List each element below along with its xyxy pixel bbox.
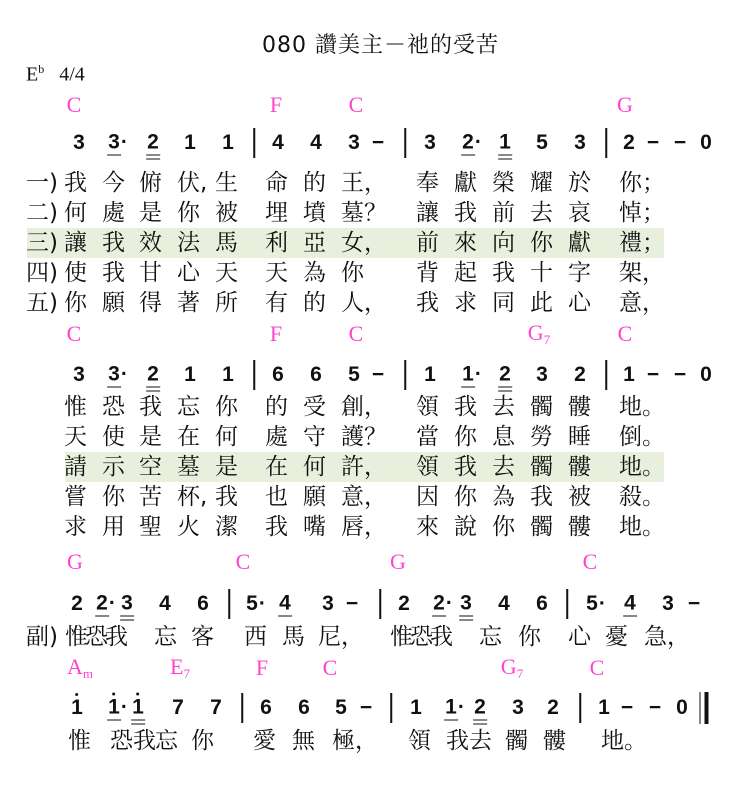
lyric-syllable: 無 <box>292 728 315 754</box>
lyric-syllable: 處 <box>265 424 288 450</box>
lyric-syllable: 殺。 <box>619 484 665 510</box>
lyric-syllable: 愛 <box>253 728 276 754</box>
lyric-syllable: 我 <box>454 394 477 420</box>
note: 1 <box>184 131 196 154</box>
lyric-syllable: 你 <box>177 200 200 226</box>
note: 1 <box>222 131 234 154</box>
lyric-syllable: 願 <box>303 484 326 510</box>
lyric-syllable: 起 <box>454 260 477 286</box>
song-title: 080 讚美主－祂的受苦 <box>262 33 499 58</box>
lyric-syllable: 奉 <box>416 170 439 196</box>
chord-suffix: m <box>82 666 94 681</box>
lyric-syllable: 我 <box>102 230 125 256</box>
note-extension-dash: − <box>648 696 662 719</box>
lyric-syllable: 法 <box>177 230 200 256</box>
note: 2 <box>71 592 83 615</box>
lyric-syllable: 睡 <box>568 424 591 450</box>
lyric-syllable: 來 <box>416 514 439 540</box>
lyric-syllable: 髏 <box>568 514 591 540</box>
augmentation-dot: · <box>474 362 482 386</box>
barline <box>605 360 607 390</box>
augmentation-dot: · <box>474 130 482 154</box>
note: 1 · <box>108 695 128 719</box>
lyric-syllable: 甘 <box>139 260 162 286</box>
note: 3 <box>662 592 674 615</box>
note-extension-dash: − <box>371 131 385 154</box>
chord-symbol: C <box>617 321 633 346</box>
barline <box>566 589 568 619</box>
chord-suffix: 7 <box>543 332 551 347</box>
note: 2 <box>547 696 559 719</box>
note: 2 <box>499 362 511 386</box>
lyric-syllable: 心 <box>568 624 591 650</box>
lyric-syllable: 得 <box>139 290 162 316</box>
lyric-syllable: 利 <box>265 230 288 256</box>
lyric-syllable: 使 <box>64 260 87 286</box>
lyric-syllable: 於 <box>568 170 591 196</box>
note: 2 <box>147 130 159 154</box>
note: 6 <box>536 592 548 615</box>
lyric-syllable: 嘗 <box>64 484 87 510</box>
note: 2 <box>474 695 486 719</box>
lyric-syllable: 墳 <box>303 200 326 226</box>
lyric-syllable: 所 <box>215 290 238 316</box>
lyric-syllable: 領 <box>416 394 439 420</box>
chord-symbol: C <box>66 92 82 117</box>
lyric-syllable: 領 <box>408 728 431 754</box>
note: 1 <box>598 696 610 719</box>
lyric-syllable: 埋 <box>265 200 288 226</box>
lyric-syllable: 你 <box>341 260 364 286</box>
lyric-syllable: 女， <box>341 230 387 256</box>
note: 6 <box>310 363 322 386</box>
lyric-syllable: 忘 <box>479 624 502 650</box>
lyric-syllable: 字 <box>568 260 591 286</box>
note: 1 <box>71 696 83 719</box>
lyric-syllable: 禮； <box>619 230 665 256</box>
lyric-syllable: 前 <box>492 200 515 226</box>
verse-label: 五) <box>26 290 58 316</box>
rest: 0 <box>676 696 688 719</box>
note: 3 · <box>108 130 128 154</box>
note: 4 <box>498 592 510 615</box>
lyric-syllable: 的 <box>265 394 288 420</box>
note: 3 · <box>108 362 128 386</box>
note-extension-dash: − <box>359 696 373 719</box>
lyric-syllable: 哀 <box>568 200 591 226</box>
time-signature: 4/4 <box>59 63 85 86</box>
note: 3 <box>424 131 436 154</box>
note: 7 <box>210 696 222 719</box>
note: 5 · <box>586 592 606 615</box>
note: 1 <box>499 130 511 154</box>
note-extension-dash: − <box>620 696 634 719</box>
lyric-syllable: 使 <box>102 424 125 450</box>
lyric-syllable: 忘 <box>155 728 178 754</box>
lyric-syllable: 息 <box>492 424 515 450</box>
lyric-syllable: 生 <box>215 170 238 196</box>
lyric-syllable: 我 <box>454 454 477 480</box>
note: 6 <box>197 592 209 615</box>
lyric-syllable: 在 <box>265 454 288 480</box>
lyric-syllable: 亞 <box>303 230 326 256</box>
lyric-syllable: 也 <box>265 484 288 510</box>
note: 5 <box>348 363 360 386</box>
note: 3 <box>121 591 133 615</box>
lyric-syllable: 地。 <box>601 728 647 754</box>
note: 3 <box>512 696 524 719</box>
note-extension-dash: − <box>345 592 359 615</box>
note: 3 <box>460 591 472 615</box>
note-extension-dash: − <box>646 131 660 154</box>
barline <box>404 360 406 390</box>
lyric-syllable: 天 <box>215 260 238 286</box>
lyric-syllable: 你； <box>619 170 665 196</box>
note-extension-dash: − <box>371 363 385 386</box>
lyric-syllable: 意， <box>619 290 665 316</box>
chord-symbol: F <box>269 92 283 117</box>
lyric-syllable: 請 <box>64 454 87 480</box>
lyric-syllable: 你 <box>530 230 553 256</box>
lyric-syllable: 潔 <box>215 514 238 540</box>
lyric-syllable: 苦 <box>139 484 162 510</box>
lyric-syllable: 西 <box>244 624 267 650</box>
lyric-syllable: 唇， <box>341 514 387 540</box>
note: 4 <box>310 131 322 154</box>
lyric-syllable: 向 <box>492 230 515 256</box>
note: 1 <box>424 363 436 386</box>
lyric-syllable: 前 <box>416 230 439 256</box>
lyric-syllable: 去 <box>492 454 515 480</box>
lyric-syllable: 你 <box>454 424 477 450</box>
key-signature <box>26 62 85 87</box>
augmentation-dot: · <box>445 591 453 615</box>
lyric-syllable: 何 <box>215 424 238 450</box>
chord-symbol: C <box>348 92 364 117</box>
augmentation-dot: · <box>120 130 128 154</box>
key-accidental: b <box>38 62 45 76</box>
verse-label: 二) <box>26 200 58 226</box>
lyric-syllable: 今 <box>102 170 125 196</box>
lyric-syllable: 恐我 <box>110 728 156 754</box>
chord-symbol: C <box>348 321 364 346</box>
chord-symbol: C <box>589 655 605 680</box>
lyric-syllable: 地。 <box>619 454 665 480</box>
note: 5 <box>536 131 548 154</box>
lyric-syllable: 我去 <box>446 728 492 754</box>
note: 3 <box>73 131 85 154</box>
lyric-syllable: 伏, <box>177 170 208 196</box>
augmentation-dot: · <box>108 591 116 615</box>
lyric-syllable: 為 <box>303 260 326 286</box>
lyric-syllable: 來 <box>454 230 477 256</box>
note: 1 · <box>445 695 465 719</box>
note: 1 <box>222 363 234 386</box>
lyric-syllable: 去 <box>530 200 553 226</box>
lyric-syllable: 天 <box>265 260 288 286</box>
lyric-syllable: 榮 <box>492 170 515 196</box>
chord-symbol: C <box>582 549 598 574</box>
note: 4 <box>159 592 171 615</box>
note: 6 <box>272 363 284 386</box>
chord-symbol: F <box>269 321 283 346</box>
barline <box>605 128 607 158</box>
lyric-syllable: 聖 <box>139 514 162 540</box>
note: 6 <box>298 696 310 719</box>
lyric-syllable: 倒。 <box>619 424 665 450</box>
lyric-syllable: 忘 <box>154 624 177 650</box>
lyric-syllable: 王， <box>341 170 387 196</box>
note: 4 <box>624 591 636 615</box>
lyric-syllable: 我 <box>64 170 87 196</box>
barline <box>404 128 406 158</box>
lyric-syllable: 人， <box>341 290 387 316</box>
note: 2 · <box>96 591 116 615</box>
lyric-syllable: 墓？ <box>341 200 387 226</box>
chord-symbol: $G_7$ <box>527 320 551 347</box>
lyric-syllable: 心 <box>568 290 591 316</box>
lyric-syllable: 你 <box>102 484 125 510</box>
lyric-syllable: 火 <box>177 514 200 540</box>
lyric-syllable: 去 <box>492 394 515 420</box>
barline <box>253 128 255 158</box>
lyric-syllable: 求 <box>454 290 477 316</box>
lyric-syllable: 守 <box>303 424 326 450</box>
lyric-syllable: 處 <box>102 200 125 226</box>
lyric-syllable: 你 <box>518 624 541 650</box>
augmentation-dot: · <box>457 695 465 719</box>
chord-symbol: C <box>322 655 338 680</box>
note: 3 <box>574 131 586 154</box>
lyric-syllable: 心 <box>177 260 200 286</box>
barline <box>379 589 381 619</box>
lyric-syllable: 創， <box>341 394 387 420</box>
lyric-syllable: 我 <box>454 200 477 226</box>
note: 6 <box>260 696 272 719</box>
note: 2 · <box>462 130 482 154</box>
lyric-syllable: 杯, <box>177 484 208 510</box>
lyric-syllable: 何 <box>303 454 326 480</box>
lyric-syllable: 我 <box>102 260 125 286</box>
barline <box>390 693 392 723</box>
lyric-syllable: 地。 <box>619 394 665 420</box>
lyric-syllable: 效 <box>139 230 162 256</box>
lyric-syllable: 勞 <box>530 424 553 450</box>
lyric-syllable: 為 <box>492 484 515 510</box>
lyric-syllable: 急， <box>644 624 690 650</box>
lyric-syllable: 憂 <box>605 624 628 650</box>
note: 2 <box>623 131 635 154</box>
chord-suffix: 7 <box>183 666 190 681</box>
lyric-syllable: 被 <box>568 484 591 510</box>
chord-symbol: G <box>390 549 406 574</box>
lyric-syllable: 客 <box>191 624 214 650</box>
lyric-syllable: 意， <box>341 484 387 510</box>
note-extension-dash: − <box>646 363 660 386</box>
lyric-syllable: 十 <box>530 260 553 286</box>
lyric-syllable: 你 <box>191 728 214 754</box>
lyric-syllable: 忘 <box>177 394 200 420</box>
verse-label: 副) <box>26 624 58 650</box>
augmentation-dot: · <box>598 592 606 615</box>
chord-symbol: C <box>235 549 251 574</box>
lyric-syllable: 你 <box>454 484 477 510</box>
note: 5 · <box>246 592 266 615</box>
lyric-syllable: 馬 <box>215 230 238 256</box>
lyric-syllable: 恐 <box>102 394 125 420</box>
lyric-syllable: 背 <box>416 260 439 286</box>
note: 3 <box>73 363 85 386</box>
note: 2 <box>398 592 410 615</box>
lyric-syllable: 你 <box>215 394 238 420</box>
lyric-syllable: 用 <box>102 514 125 540</box>
lyric-syllable: 馬 <box>282 624 305 650</box>
lyric-syllable: 惟恐我 <box>390 624 450 650</box>
lyric-syllable: 願 <box>102 290 125 316</box>
lyric-syllable: 髏 <box>568 394 591 420</box>
final-double-barline <box>700 692 709 724</box>
lyric-syllable: 極， <box>332 728 378 754</box>
lyric-syllable: 被 <box>215 200 238 226</box>
lyric-syllable: 惟 <box>64 394 87 420</box>
lyric-syllable: 當 <box>416 424 439 450</box>
note: 1 <box>184 363 196 386</box>
rest: 0 <box>700 363 712 386</box>
lyric-syllable: 我 <box>416 290 439 316</box>
chord-symbol: C <box>66 321 82 346</box>
note: 7 <box>172 696 184 719</box>
barline <box>579 693 581 723</box>
lyric-syllable: 空 <box>139 454 162 480</box>
lyric-syllable: 受 <box>303 394 326 420</box>
lyric-syllable: 髏 <box>543 728 566 754</box>
lyric-syllable: 著 <box>177 290 200 316</box>
lyric-syllable: 因 <box>416 484 439 510</box>
chord-symbol: G <box>67 549 83 574</box>
chord-symbol: F <box>255 655 269 680</box>
augmentation-dot: · <box>258 592 266 615</box>
lyric-syllable: 惟恐我 <box>65 624 125 650</box>
lyric-syllable: 俯 <box>139 170 162 196</box>
barline <box>228 589 230 619</box>
note: 3 <box>322 592 334 615</box>
lyric-syllable: 讓 <box>416 200 439 226</box>
key-note: E <box>26 63 39 86</box>
chord-suffix: 7 <box>516 666 524 681</box>
chord-symbol: $A_m$ <box>66 654 94 681</box>
lyric-syllable: 我 <box>265 514 288 540</box>
note: 1 <box>623 363 635 386</box>
lyric-syllable: 是 <box>139 424 162 450</box>
lyric-syllable: 地。 <box>619 514 665 540</box>
lyric-syllable: 示 <box>102 454 125 480</box>
lyric-syllable: 是 <box>139 200 162 226</box>
lyric-syllable: 何 <box>64 200 87 226</box>
lyric-syllable: 髑 <box>530 514 553 540</box>
chord-symbol: $G_7$ <box>500 654 524 681</box>
lyric-syllable: 髑 <box>505 728 528 754</box>
note: 4 <box>272 131 284 154</box>
verse-label: 三) <box>26 230 58 256</box>
lyric-syllable: 獻 <box>568 230 591 256</box>
verse-label: 四) <box>26 260 58 286</box>
note: 4 <box>279 591 291 615</box>
lyric-syllable: 在 <box>177 424 200 450</box>
rest: 0 <box>700 131 712 154</box>
augmentation-dot: · <box>120 695 128 719</box>
lyric-syllable: 悼； <box>619 200 665 226</box>
lyric-syllable: 我 <box>139 394 162 420</box>
note: 1 · <box>462 362 482 386</box>
lyric-syllable: 說 <box>454 514 477 540</box>
lyric-syllable: 髏 <box>568 454 591 480</box>
note-extension-dash: − <box>687 592 701 615</box>
lyric-syllable: 你 <box>64 290 87 316</box>
lyric-syllable: 尼， <box>318 624 364 650</box>
chord-symbol: G <box>617 92 633 117</box>
lyric-syllable: 髑 <box>530 394 553 420</box>
note: 2 · <box>433 591 453 615</box>
note: 3 <box>348 131 360 154</box>
lyric-syllable: 墓 <box>177 454 200 480</box>
lyric-syllable: 的 <box>303 290 326 316</box>
note-extension-dash: − <box>673 363 687 386</box>
lyric-syllable: 我 <box>530 484 553 510</box>
lyric-syllable: 我 <box>215 484 238 510</box>
lyric-syllable: 是 <box>215 454 238 480</box>
note: 1 <box>132 695 144 719</box>
augmentation-dot: · <box>120 362 128 386</box>
lyric-syllable: 獻 <box>454 170 477 196</box>
note: 5 <box>335 696 347 719</box>
lyric-syllable: 我 <box>492 260 515 286</box>
chord-symbol: $E_7$ <box>170 654 190 681</box>
lyric-syllable: 求 <box>64 514 87 540</box>
lyric-syllable: 架， <box>619 260 665 286</box>
note: 3 <box>536 363 548 386</box>
barline <box>241 693 243 723</box>
note: 2 <box>574 363 586 386</box>
lyric-syllable: 同 <box>492 290 515 316</box>
lyric-syllable: 此 <box>530 290 553 316</box>
lyric-syllable: 護？ <box>341 424 387 450</box>
lyric-syllable: 命 <box>265 170 288 196</box>
barline <box>253 360 255 390</box>
lyric-syllable: 耀 <box>530 170 553 196</box>
lyric-syllable: 髑 <box>530 454 553 480</box>
lyric-syllable: 嘴 <box>303 514 326 540</box>
lyric-syllable: 的 <box>303 170 326 196</box>
lyric-syllable: 惟 <box>68 728 91 754</box>
lyric-syllable: 天 <box>64 424 87 450</box>
lyric-syllable: 有 <box>265 290 288 316</box>
lyric-syllable: 許， <box>341 454 387 480</box>
note-extension-dash: − <box>673 131 687 154</box>
note: 1 <box>410 696 422 719</box>
lyric-syllable: 領 <box>416 454 439 480</box>
lyric-syllable: 你 <box>492 514 515 540</box>
note: 2 <box>147 362 159 386</box>
lyric-syllable: 讓 <box>64 230 87 256</box>
verse-label: 一) <box>26 170 58 196</box>
